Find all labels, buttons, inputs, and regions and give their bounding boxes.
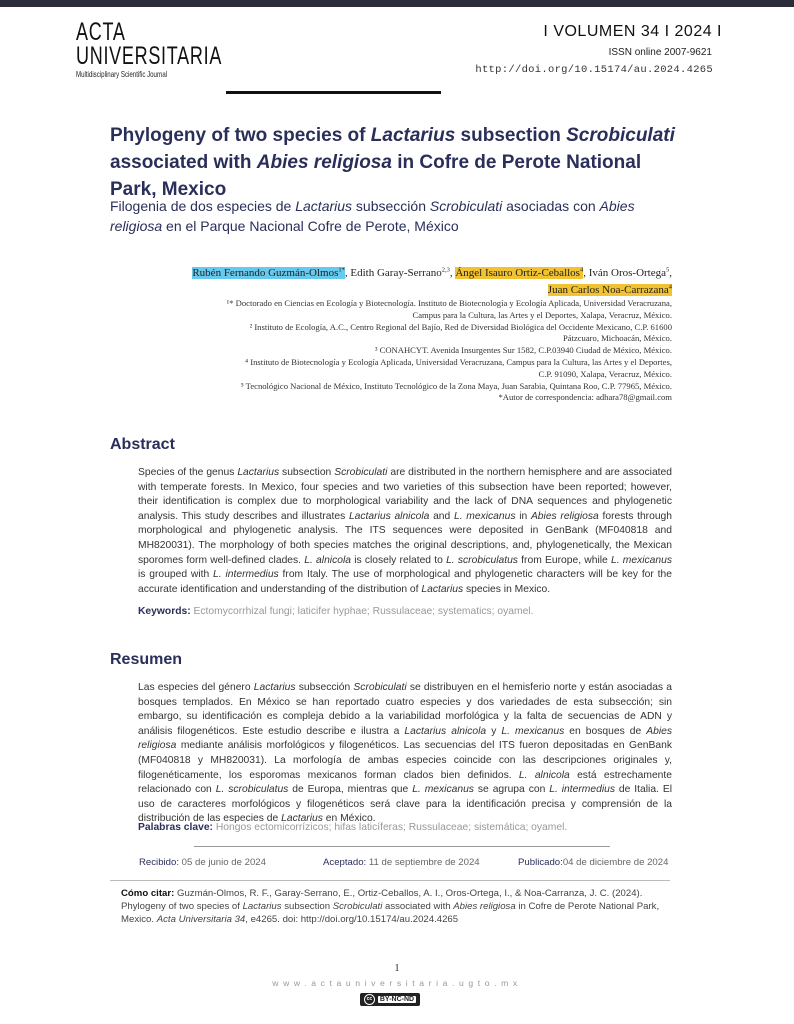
abstract-heading: Abstract [110, 436, 175, 453]
issn-label: ISSN online 2007-9621 [608, 47, 712, 58]
palabras-clave-value: Hongos ectomicorrízicos; hifas laticíferas; Russulaceae; sistemática; oyamel. [213, 822, 568, 833]
volume-label: I VOLUMEN 34 I 2024 I [543, 23, 722, 40]
citation-divider [110, 880, 670, 881]
abstract-keywords [138, 606, 533, 617]
logo-subtitle: Multidisciplinary Scientific Journal [76, 69, 168, 79]
abstract-body: Species of the genus Lactarius subsection Scrobiculati are distributed in the northern hemisphere and are associated with temperate forests. In Mexico, four species and two varieties of this subsection have been reported; however, their identification is complex due to morphological variability and the lack of DNA sequences and phylogenetic analysis. This study describes and illustrates Lactarius alnicola and L. mexicanus in Abies religiosa forests through morphological and phylogenetic analysis. The ITS sequences were deposited in GenBank (MF040818 and MH820031). The morphology of both species matches the original descriptions, and, phylogenetically, the Mexican sporomes form well-defined clades. L. alnicola is closely related to L. scrobiculatus from Europe, while L. mexicanus is grouped with L. intermedius from Italy. The use of morphological and phylogenetic characters will be key for the accurate identification and understanding of the distribution of Lactarius species in Mexico. [138, 467, 673, 595]
license-label: BY-NC-ND [379, 996, 415, 1003]
affiliations [152, 298, 672, 404]
author-3: Ángel Isauro Ortiz-Ceballos$^4$ [455, 266, 584, 279]
author-2: Edith Garay-Serrano$^{2,3}$ [350, 266, 450, 279]
top-bar [0, 0, 794, 7]
affiliation-line: ² Instituto de Ecología, A.C., Centro Regional del Bajío, Red de Diversidad Biológica del Occidente Mexicano, C.P. 61600 [249, 321, 672, 332]
page-number: 1 [394, 962, 400, 974]
affiliation-line: ³ CONAHCYT. Avenida Insurgentes Sur 1582, C.P.03940 Ciudad de México, México. [374, 345, 672, 356]
palabras-clave-label: Palabras clave: [138, 822, 213, 833]
resumen-body: Las especies del género Lactarius subsección Scrobiculati se distribuyen en el hemisferio norte y están asociadas a bosques templados. En México se han reportado cuatro especies y dos variedades de esta subsección; sin embargo, su identificación es compleja debido a la variabilidad morfológica y la falta de secuencias de ADN y análisis filogenéticos. Este estudio describe e ilustra a Lactarius alnicola y L. mexicanus en bosques de Abies religiosa mediante análisis morfológicos y filogenéticos. Las secuencias del ITS fueron depositadas en GenBank (MF040818 y MH820031). La morfología de ambas especies coincide con las descripciones originales y, filogenéticamente, los esporomas mexicanos forman clados bien definidos. L. alnicola está estrechamente relacionado con L. scrobiculatus de Europa, mientras que L. mexicanus se agrupa con L. intermedius de Italia. El uso de caracteres morfológicos y filogenéticos será clave para la identificación precisa y comprensión de la distribución de las especies de Lactarius en México. [138, 682, 673, 825]
affiliation-line: C.P. 91090, Xalapa, Veracruz, México. [538, 368, 672, 379]
author-5: Juan Carlos Noa-Carrazana$^4$ [547, 283, 672, 296]
cc-icon: cc [364, 994, 375, 1005]
dates-divider [194, 846, 610, 847]
affiliation-line: ⁵ Tecnológico Nacional de México, Instituto Tecnológico de la Zona Maya, Juan Sarabia, Quintana Roo, C.P. 77965, México. [240, 380, 672, 391]
keywords-label: Keywords: [138, 606, 191, 617]
logo-line-1: ACTA [76, 18, 126, 46]
received-date: Recibido: 05 de junio de 2024 [139, 857, 266, 868]
resumen-keywords [138, 822, 567, 833]
journal-logo [76, 18, 223, 79]
article-subtitle: Filogenia de dos especies de Lactarius subsección Scrobiculati asociadas con Abies religiosa en el Parque Nacional Cofre de Perote, México [110, 198, 635, 234]
header-rule [226, 91, 441, 94]
author-list: Rubén Fernando Guzmán-Olmos$^{1*}$, Edith Garay-Serrano$^{2,3}$, Ángel Isauro Ortiz-Ceballos$^4$, Iván Oros-Ortega$^5$, Juan Carlos Noa-Carrazana$^4$ [192, 266, 672, 296]
journal-website-link[interactable]: www.actauniversitaria.ugto.mx [272, 978, 522, 988]
affiliation-line: ⁴ Instituto de Biotecnología y Ecología Aplicada, Universidad Veracruzana, Campus para la Cultura, las Artes y el Deportes, [245, 356, 672, 367]
article-title: Phylogeny of two species of Lactarius subsection Scrobiculati associated with Abies religiosa in Cofre de Perote National Park, Mexico [110, 125, 675, 200]
affiliation-line: Pátzcuaro, Michoacán, México. [562, 333, 672, 344]
doi-link[interactable]: http://doi.org/10.15174/au.2024.4265 [475, 64, 713, 76]
keywords-value: Ectomycorrhizal fungi; laticifer hyphae; Russulaceae; systematics; oyamel. [190, 606, 534, 617]
cc-license-badge[interactable] [360, 993, 420, 1006]
correspondence-line: *Autor de correspondencia: adhara78@gmail.com [498, 392, 672, 403]
logo-line-2: UNIVERSITARIA [76, 42, 223, 70]
affiliation-line: ¹* Doctorado en Ciencias en Ecología y Biotecnología. Instituto de Biotecnología y Ecología Aplicada, Universidad Veracruzana, [226, 298, 672, 308]
affiliation-line: Campus para la Cultura, las Artes y el Deportes, Xalapa, Veracruz, México. [412, 309, 672, 320]
resumen-heading: Resumen [110, 651, 183, 668]
accepted-date: Aceptado: 11 de septiembre de 2024 [323, 857, 480, 868]
author-1: Rubén Fernando Guzmán-Olmos$^{1*}$ [192, 266, 345, 279]
citation: Cómo citar: Guzmán-Olmos, R. F., Garay-Serrano, E., Ortiz-Ceballos, A. I., Oros-Ortega, I., & Noa-Carranza, J. C. (2024). Phylogeny of two species of Lactarius subsection Scrobiculati associated with Abies religiosa in Cofre de Perote National Park, Mexico. Acta Universitaria 34, e4265. doi: http://doi.org/10.15174/au.2024.4265 [121, 888, 660, 925]
published-date: Publicado:04 de diciembre de 2024 [518, 857, 669, 868]
author-4: Iván Oros-Ortega$^5$ [588, 266, 670, 279]
